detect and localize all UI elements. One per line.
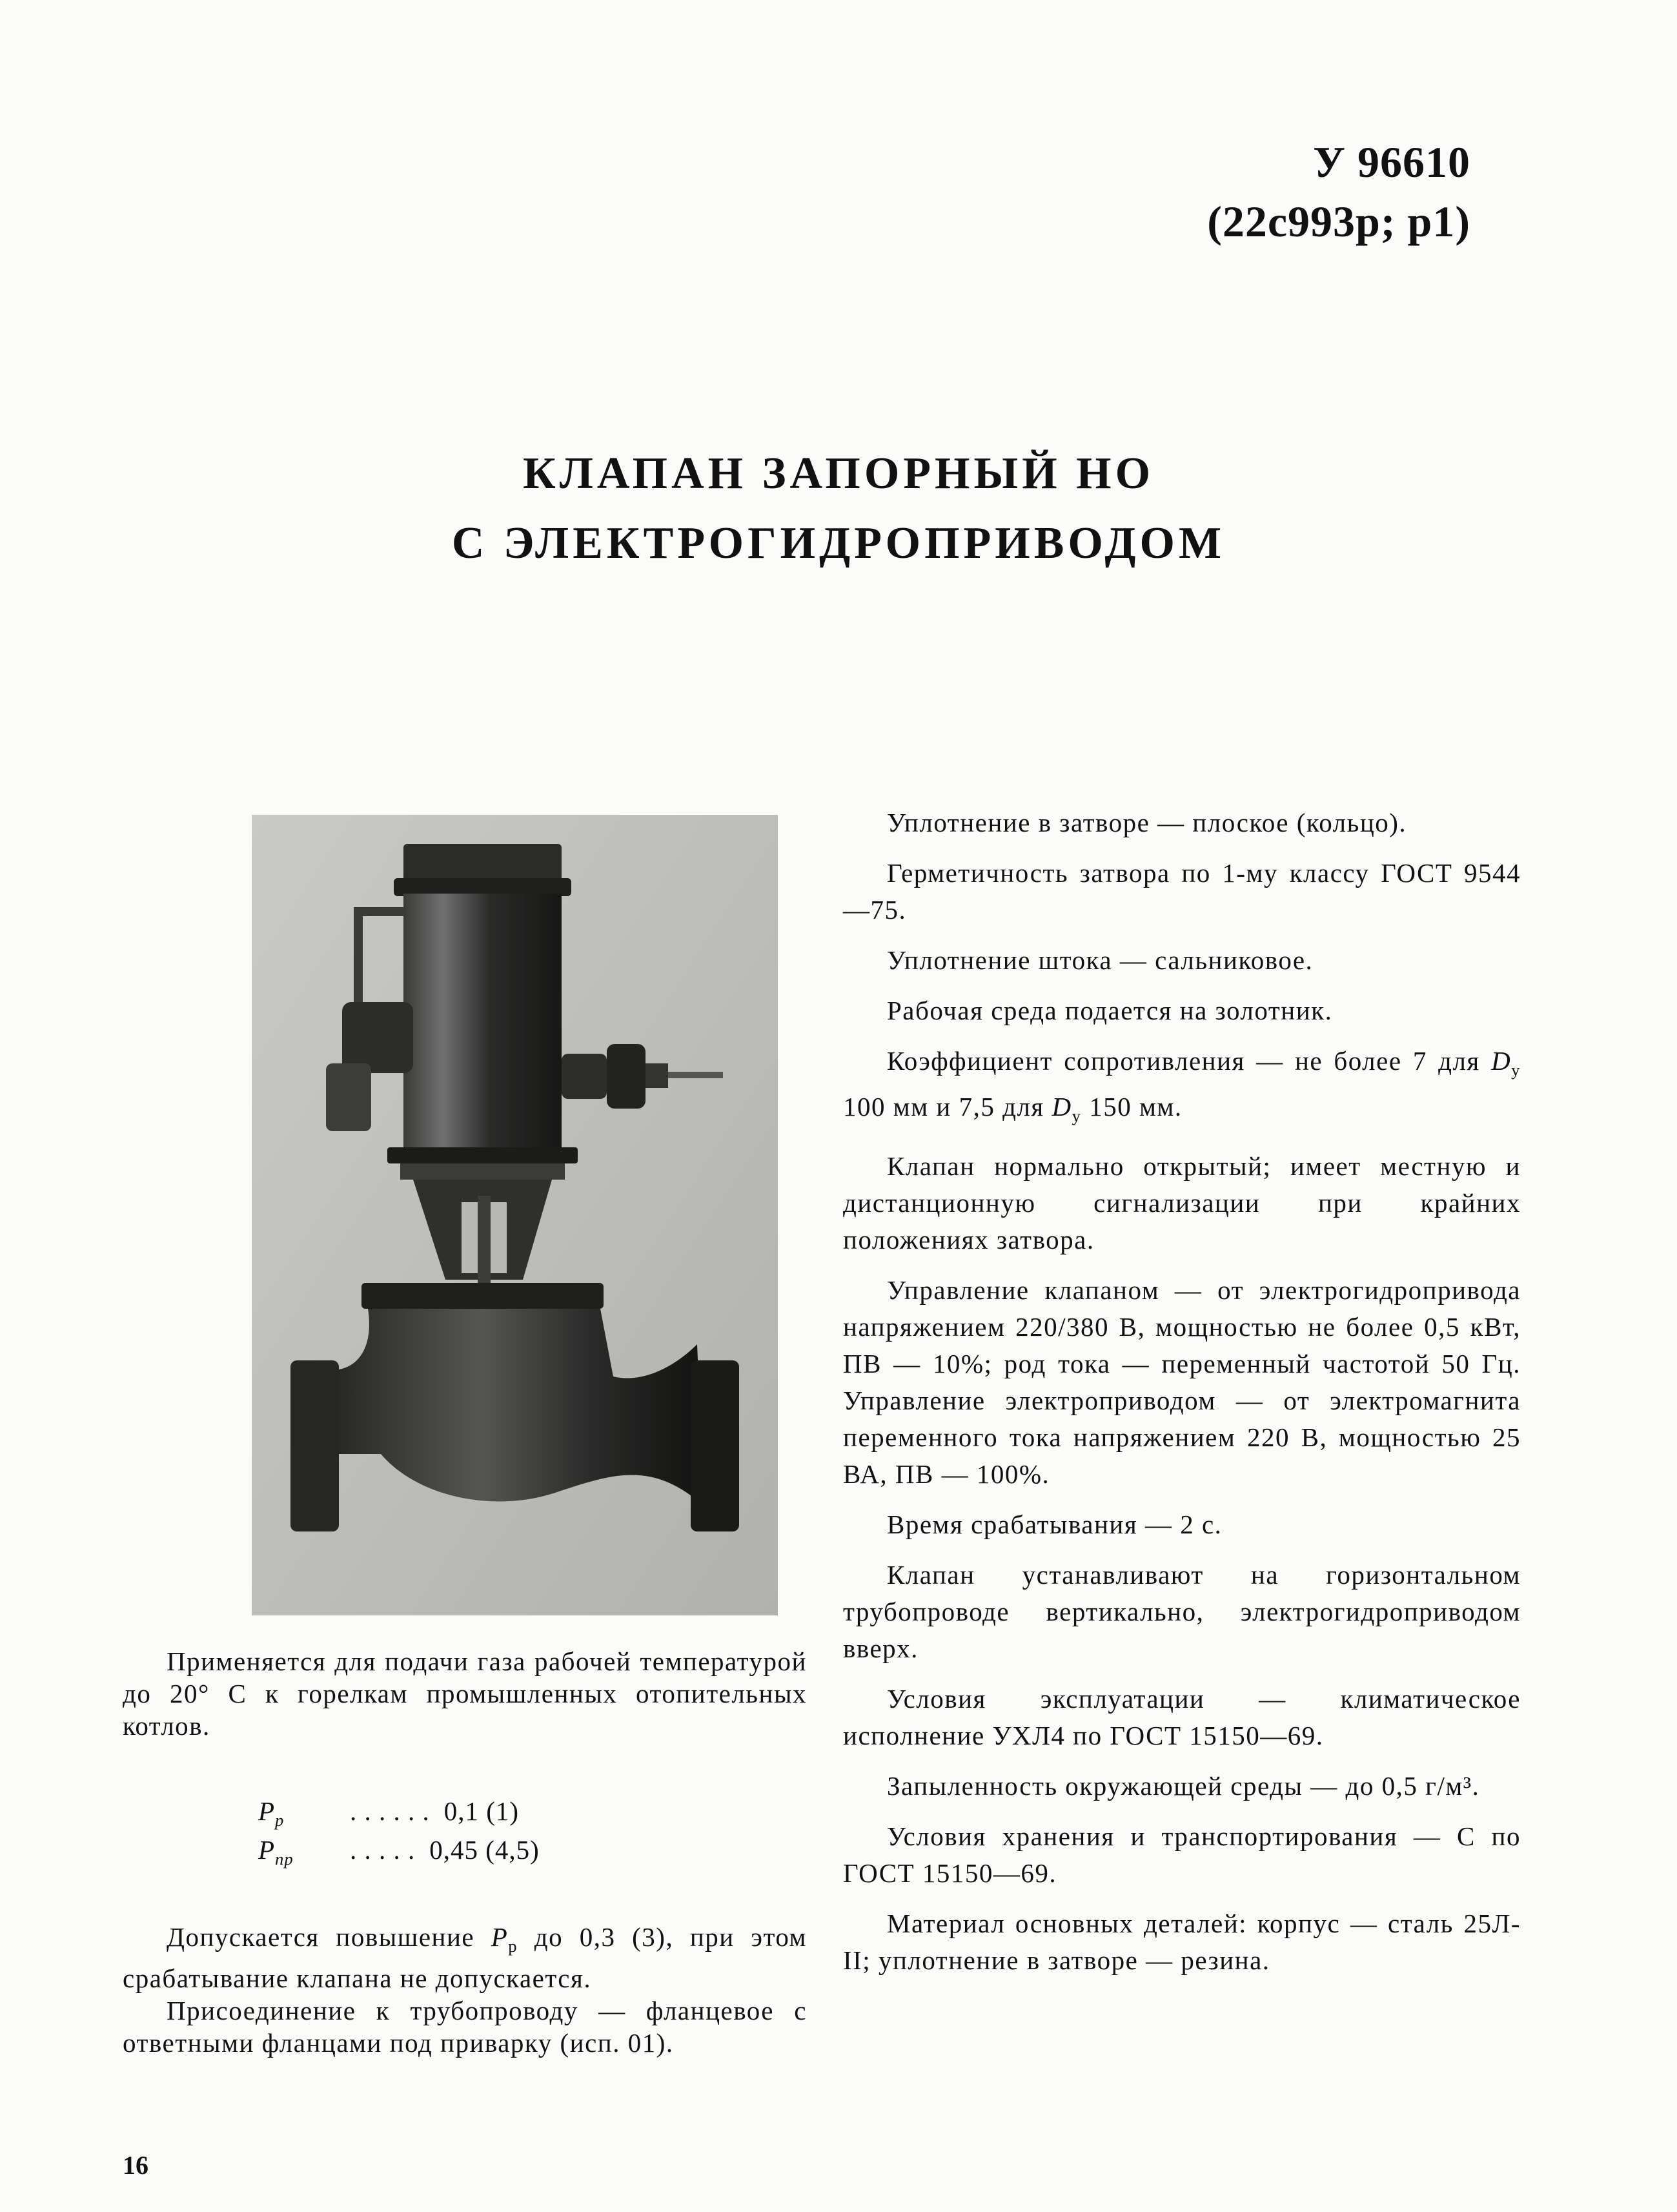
spec-medium: Рабочая среда подается на золотник. [887,996,1333,1025]
spec-dust: Запыленность окружающей среды — до 0,5 г/м³. [887,1771,1480,1801]
page-number: 16 [123,2151,148,2180]
product-code [1207,132,1470,251]
spec-seal: Уплотнение в затворе — плоское (кольцо). [887,808,1407,837]
valve-photo [252,815,778,1615]
spec-response-time: Время срабатывания — 2 с. [887,1510,1223,1540]
notes-block [123,1921,807,2059]
title-line2: С ЭЛЕКТРОГИДРОПРИВОДОМ [451,518,1226,568]
product-code-line2: (22с993р; р1) [1207,197,1470,246]
specifications-column [843,804,1521,1992]
spec-resistance: Коэффициент сопротивления — не более 7 для $D_у$ 100 мм и 7,5 для $D_у$ 150 мм. [843,1046,1521,1126]
product-code-line1: У 96610 [1313,138,1470,187]
connection-note: Присоединение к трубопроводу — фланцевое с ответными фланцами под приварку (исп. 01). [123,1996,807,2058]
spec-installation: Клапан устанавливают на горизонтальном трубопроводе вертикально, электрогидроприводом вверх. [843,1560,1521,1664]
pressure-table [258,1796,540,1874]
spec-operating-conditions: Условия эксплуатации — климатическое исполнение УХЛ4 по ГОСТ 15150—69. [843,1684,1521,1751]
spec-stem-seal: Уплотнение штока — сальниковое. [887,945,1314,975]
spec-control: Управление клапаном — от электрогидропривода напряжением 220/380 В, мощностью не более 0,5 кВт, ПВ — 10%; род тока — переменный частотой 50 Гц. Управление электроприводом — от электромагнита переменного тока напряжением 220 В, мощностью 25 ВА, ПВ — 100%. [843,1275,1521,1490]
pressure-row: $P_{пр}$ . . . . . 0,45 (4,5) [258,1835,540,1869]
title-line1: КЛАПАН ЗАПОРНЫЙ НО [522,449,1155,498]
spec-materials: Материал основных деталей: корпус — сталь 25Л-II; уплотнение в затворе — резина. [843,1909,1521,1976]
application-text: Применяется для подачи газа рабочей температурой до 20° С к горелкам промышленных отопительных котлов. [123,1646,807,1741]
spec-storage: Условия хранения и транспортирования — С по ГОСТ 15150—69. [843,1821,1521,1889]
page-title [0,439,1677,579]
pressure-note: Допускается повышение $P_р$ до 0,3 (3), при этом срабатывание клапана не допускается. [123,1922,807,1994]
spec-tightness: Герметичность затвора по 1-му классу ГОСТ 9544—75. [843,858,1521,925]
pressure-row: $P_р$ . . . . . . 0,1 (1) [258,1796,520,1830]
spec-normally-open: Клапан нормально открытый; имеет местную и дистанционную сигнализации при крайних положениях затвора. [843,1151,1521,1255]
